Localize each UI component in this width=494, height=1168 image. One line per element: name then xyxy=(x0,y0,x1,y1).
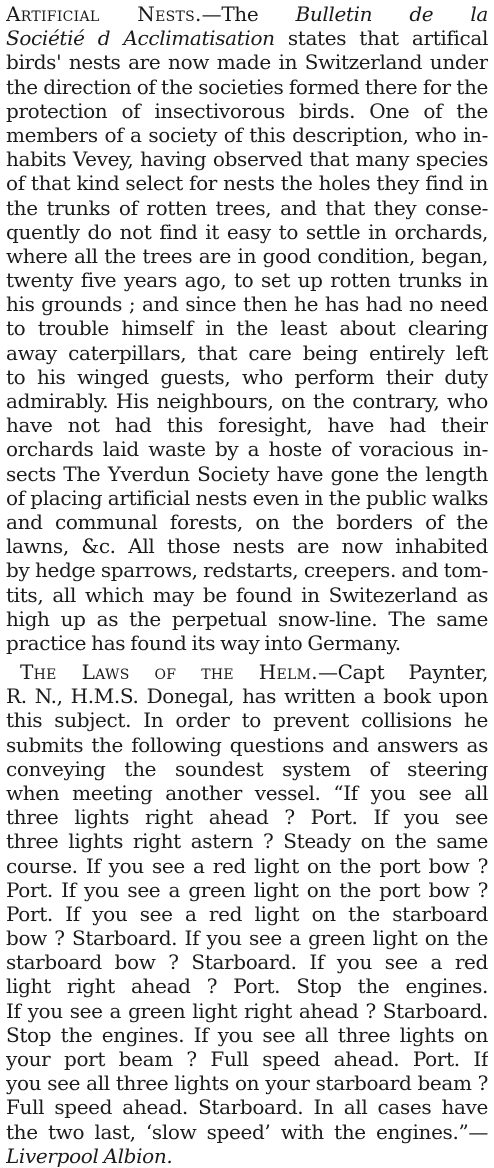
article-line: starboard bow ? Starboard. If you see a red xyxy=(6,950,488,975)
article-line: course. If you see a red light on the port bow ? xyxy=(6,853,488,878)
article-first-line xyxy=(6,660,488,684)
article-line: Full speed ahead. Starboard. In all cases have xyxy=(6,1095,488,1120)
article-heading: The Laws of the Helm. xyxy=(20,660,318,684)
article-line: three lights right ahead ? Port. If you see xyxy=(6,805,488,830)
article-line: Port. If you see a green light on the port bow ? xyxy=(6,877,488,902)
article-line: his grounds ; and since then he has had no need xyxy=(6,292,488,317)
article-line: away caterpillars, that care being entirely left xyxy=(6,340,488,365)
article-line: members of a society of this description, who in- xyxy=(6,122,488,147)
article-first-line xyxy=(6,2,488,26)
article-line: light right ahead ? Port. Stop the engines. xyxy=(6,974,488,999)
article-line: quently do not find it easy to settle in orchards, xyxy=(6,219,488,244)
article-line: this subject. In order to prevent collisions he xyxy=(6,708,488,733)
article-line: birds' nests are now made in Switzerland under xyxy=(6,50,488,75)
article-line: Port. If you see a red light on the starboard xyxy=(6,901,488,926)
article-line: Stop the engines. If you see all three lights on xyxy=(6,1022,488,1047)
article-line: the two last, ‘slow speed’ with the engines.”— xyxy=(6,1119,488,1144)
article-line: protection of insectivorous birds. One of the xyxy=(6,98,488,123)
article-line: when meeting another vessel. “If you see all xyxy=(6,780,488,805)
source-title-cont: Sociétié d Acclimatisation xyxy=(6,26,275,51)
article-line: your port beam ? Full speed ahead. Port. If xyxy=(6,1047,488,1071)
article-line: R. N., H.M.S. Donegal, has written a book upon xyxy=(6,684,488,709)
article-line: have not had this foresight, have had their xyxy=(6,413,488,438)
article-line: three lights right astern ? Steady on the same xyxy=(6,829,488,854)
article-line: tits, all which may be found in Switezerland as xyxy=(6,582,488,607)
article-line: conveying the soundest system of steering xyxy=(6,756,488,781)
article-heading: Artificial Nests. xyxy=(6,2,202,26)
article-line: the direction of the societies formed there for the xyxy=(6,74,488,99)
source-title: Bulletin de la xyxy=(295,2,488,26)
article-line: of that kind select for nests the holes they find in xyxy=(6,171,488,196)
article-line: and communal forests, on the borders of the xyxy=(6,509,488,534)
article-line xyxy=(6,26,488,50)
article-line: to trouble himself in the least about clearing xyxy=(6,316,488,341)
article-line: of placing artificial nests even in the public walks xyxy=(6,485,488,510)
article-line: to his winged guests, who perform their duty xyxy=(6,364,488,389)
article-laws-of-the-helm xyxy=(6,660,488,1168)
article-line: sects The Yverdun Society have gone the length xyxy=(6,461,488,486)
article-artificial-nests xyxy=(6,2,488,655)
article-line: habits Vevey, having observed that many species xyxy=(6,147,488,172)
article-line: practice has found its way into Germany. xyxy=(6,630,401,655)
article-line: bow ? Starboard. If you see a green light on the xyxy=(6,926,488,951)
article-line: submits the following questions and answers as xyxy=(6,732,488,757)
article-line: orchards laid waste by a hoste of voracious in- xyxy=(6,437,488,462)
article-line: If you see a green light right ahead ? Starboard. xyxy=(6,998,488,1023)
article-line: twenty five years ago, to set up rotten trunks in xyxy=(6,268,488,293)
article-source: Liverpool Albion. xyxy=(6,1143,173,1168)
article-line: high up as the perpetual snow-line. The same xyxy=(6,606,488,631)
article-line: by hedge sparrows, redstarts, creepers. and tom- xyxy=(6,558,488,583)
article-line: where all the trees are in good condition, began, xyxy=(6,243,488,268)
heading-dash: —The xyxy=(201,2,296,26)
line-text: —Capt Paynter, xyxy=(317,660,488,684)
article-line: admirably. His neighbours, on the contrary, who xyxy=(6,389,488,413)
article-line: lawns, &c. All those nests are now inhabited xyxy=(6,534,488,559)
article-line: the trunks of rotten trees, and that they conse- xyxy=(6,195,488,220)
article-line: you see all three lights on your starboard beam ? xyxy=(6,1071,488,1096)
line-text: states that artifical xyxy=(274,26,488,51)
